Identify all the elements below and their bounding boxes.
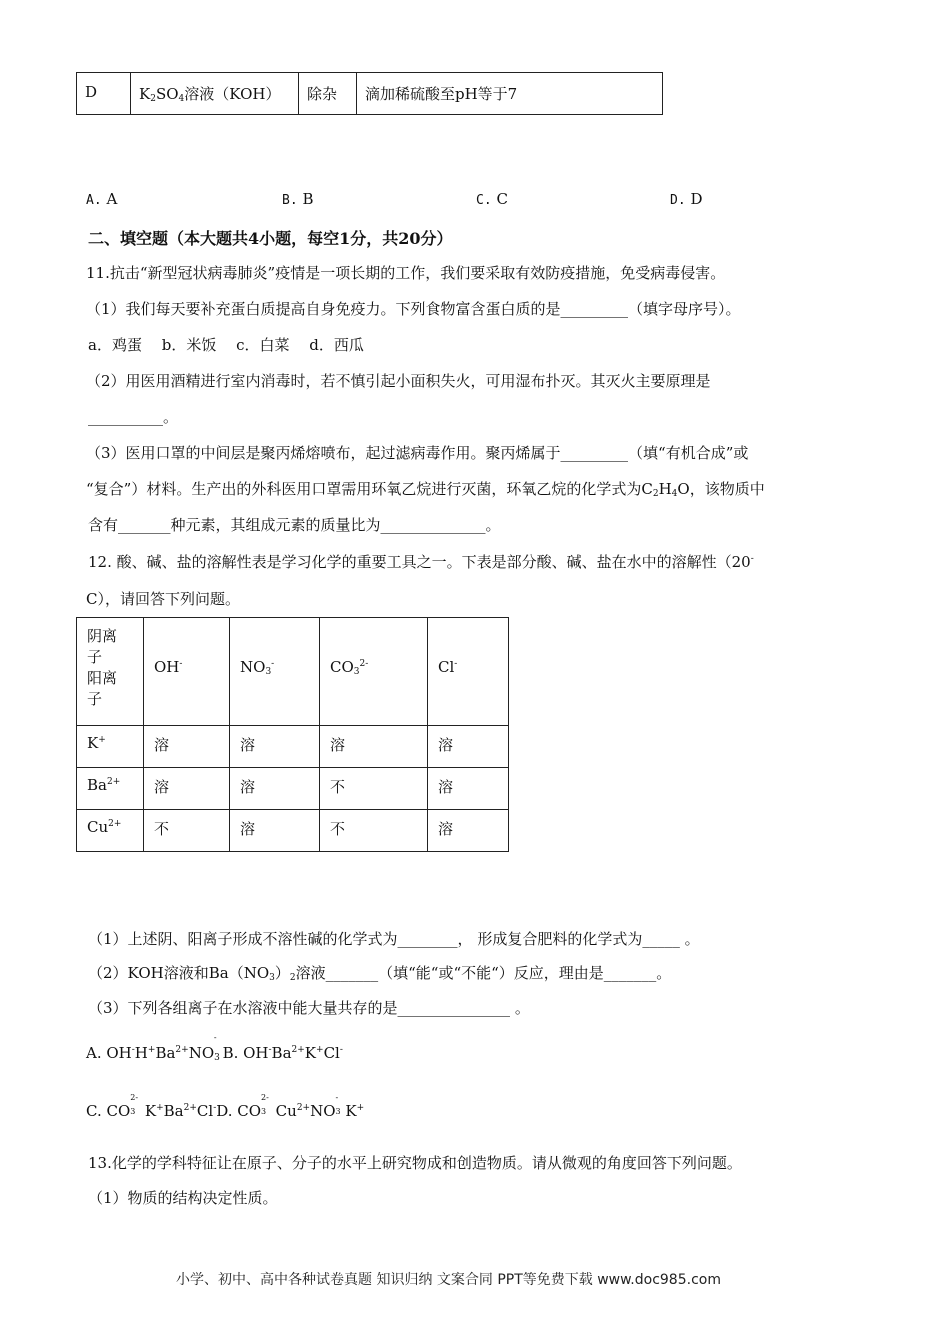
cation-cell [77,768,144,810]
superscript: 2+ [108,819,122,829]
q11-part2: （2）用医用酒精进行室内消毒时，若不慎引起小面积失火，可用湿布扑灭。其灭火主要原理是 [86,372,711,390]
choice-value: C [496,190,508,208]
choice-b[interactable] [282,190,313,208]
choice-c-text: C. CO [86,1102,131,1120]
q12-stem-line2: C），请回答下列问题。 [86,590,240,608]
q12-part1: （1）上述阴、阳离子形成不溶性碱的化学式为________， 形成复合肥料的化学式为_____ 。 [88,930,700,948]
q12-part3: （3）下列各组离子在水溶液中能大量共存的是_______________ 。 [88,999,530,1017]
subscript: 3 [265,667,272,677]
solubility-cell: 溶 [230,768,320,810]
q12-options-cd: C. CO 2- 3 $K^+Ba^{2+}Cl^-D$. CO 2- 3 $Cu^{2+}NO$ - 3 K+ [86,1093,365,1120]
ion-base: Cu [87,818,109,836]
solubility-cell: 不 [320,810,428,852]
purpose-cell [299,73,357,115]
choice-d-text: D. CO [216,1102,262,1120]
solubility-table [76,617,509,852]
text-span: O，该物质中 [677,480,765,498]
solubility-cell: 溶 [428,810,509,852]
text-span: H [658,480,672,498]
ion-base: NO [240,658,266,676]
text-span: 溶液_______（填“能“或“不能“）反应，理由是_______。 [295,964,672,982]
subscript: 2 [150,94,156,104]
text-span: “复合”）材料。生产出的外科医用口罩需用环氧乙烷进行灭菌，环氧乙烷的化学式为C [86,480,653,498]
solubility-cell: 溶 [428,726,509,768]
table-row [77,810,509,852]
answer-option-table [76,72,663,115]
choice-c[interactable] [476,190,508,208]
purpose-text: 除杂 [307,85,338,103]
choice-value: D [690,190,703,208]
formula-part: SO [155,85,179,103]
anion-header-no3 [230,618,320,726]
choice-value: B [302,190,314,208]
q12-options-ab: A. $OH^-H^+Ba^{2+}NO_3^-B$. $OH^-Ba^{2+}K^+Cl^-$ [86,1033,343,1063]
method-text: 滴加稀硫酸至pH等于7 [365,85,518,103]
option-label-cell [77,73,131,115]
q11-part3-line3: 含有_______种元素，其组成元素的质量比为______________。 [88,516,501,534]
superscript: - [454,659,458,669]
superscript: 2+ [106,777,121,787]
text-span: ） [274,964,290,982]
ion-base: CO [330,658,354,676]
superscript: - [750,554,754,564]
q13-stem: 13.化学的学科特征让在原子、分子的水平上研究物成和创造物质。请从微观的角度回答下列问题。 [88,1154,742,1172]
method-cell [357,73,663,115]
solubility-cell: 溶 [230,810,320,852]
formula-part: K [139,85,151,103]
corner-anion-label: 阴离子 [87,627,118,666]
solubility-cell: 不 [144,810,230,852]
text-span: （2）KOH溶液和Ba（NO [88,964,270,982]
cation-cell [77,810,144,852]
subscript: 3 [269,973,275,983]
choice-letter: D. [670,193,686,208]
page-footer[interactable]: 小学、初中、高中各种试卷真题 知识归纳 文案合同 PPT等免费下载 www.doc985.com [176,1272,721,1288]
q11-stem: 11.抗击“新型冠状病毒肺炎”疫情是一项长期的工作，我们要采取有效防疫措施，免受病毒侵害。 [86,264,726,282]
q11-part3-line2 [86,478,765,499]
option-label: D [85,83,98,101]
choice-a-text: A. OH [86,1044,132,1062]
ion-base: OH [154,658,180,676]
subscript: 2 [652,489,659,499]
choice-letter: B. [282,193,298,208]
table-row [77,73,663,115]
text-span: 12. 酸、碱、盐的溶解性表是学习化学的重要工具之一。下表是部分酸、碱、盐在水中的溶解性（20 [88,553,751,571]
q11-part1: （1）我们每天要补充蛋白质提高自身免疫力。下列食物富含蛋白质的是_________（填字母序号）。 [86,300,741,318]
q13-part1: （1）物质的结构决定性质。 [88,1189,278,1207]
choice-letter: A. [86,193,102,208]
choice-value: A [106,190,118,208]
subscript: 4 [671,489,678,499]
ion-base: Ba [87,776,107,794]
q12-stem-line1 [88,551,754,572]
ion-base: Cl [438,658,455,676]
anion-header-oh [144,618,230,726]
solubility-cell: 不 [320,768,428,810]
anion-header-co3 [320,618,428,726]
q12-part2 [88,962,671,983]
section-title: 二、填空题（本大题共4小题，每空1分，共20分） [88,229,453,248]
table-header-row [77,618,509,726]
subscript: 4 [178,94,185,104]
superscript: - [179,659,183,669]
superscript: 2- [359,659,369,669]
subscript: 2 [289,973,296,983]
solubility-cell: 溶 [230,726,320,768]
solubility-cell: 溶 [144,768,230,810]
anion-header-cl [428,618,509,726]
solubility-cell: 溶 [144,726,230,768]
q11-part1-options: a．鸡蛋 b．米饭 c．白菜 d．西瓜 [88,336,364,354]
solubility-cell: 溶 [320,726,428,768]
subscript: 3 [353,667,360,677]
choice-b-text: B. OH [222,1044,269,1062]
superscript: - [271,659,275,669]
choice-d[interactable] [670,190,702,208]
superscript: + [98,735,106,745]
q11-part3-line1: （3）医用口罩的中间层是聚丙烯熔喷布，起过滤病毒作用。聚丙烯属于_________（填“有机合成”或 [86,444,749,462]
table-row [77,726,509,768]
ion-base: K [87,734,99,752]
q11-part2-blank[interactable]: __________。 [88,408,179,426]
table-row [77,768,509,810]
solubility-cell: 溶 [428,768,509,810]
choice-a[interactable] [86,190,117,208]
corner-cation-label: 阳离子 [87,669,118,708]
formula-part: 溶液（KOH） [184,85,281,103]
cation-cell [77,726,144,768]
corner-header-cell [77,618,144,726]
substance-cell [131,73,299,115]
choice-letter: C. [476,193,492,208]
